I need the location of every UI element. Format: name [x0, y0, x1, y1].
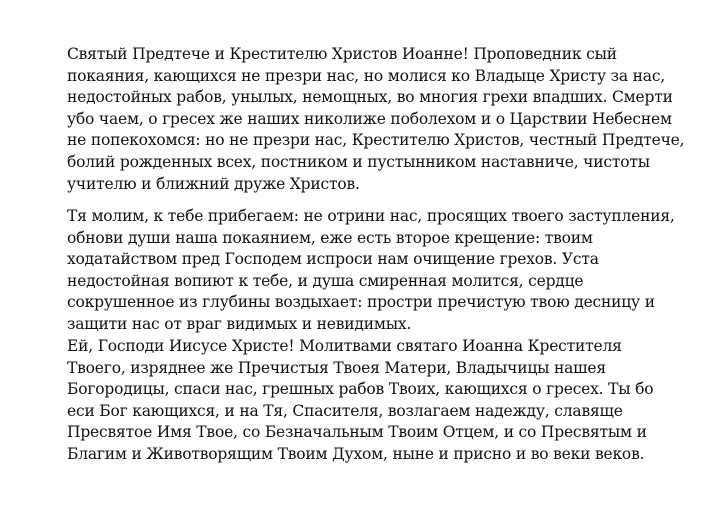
text-line: убо чаем, о гресех же наших николиже поболехом и о Царствии Небеснем	[67, 109, 672, 128]
text-line: не попекохомся: но не презри нас, Крестителю Христов, честный Предтече,	[67, 131, 685, 150]
text-line: обнови души наша покаянием, еже есть второе крещение: твоим	[67, 228, 593, 247]
text-line: Твоего, изряднее же Пречистыя Твоея Матери, Владычицы нашея	[67, 358, 606, 377]
text-line: защити нас от враг видимых и невидимых.	[67, 314, 412, 333]
paragraph-2	[67, 206, 687, 336]
text-line: болий рожденных всех, постником и пустынником наставниче, чистоты	[67, 152, 650, 171]
text-line: сокрушенное из глубины воздыхает: простри пречистую твою десницу и	[67, 293, 655, 312]
text-line: учителю и ближний друже Христов.	[67, 174, 360, 193]
text-line: Святый Предтече и Крестителю Христов Иоанне! Проповедник сый	[67, 45, 617, 63]
text-line: еси Бог кающихся, и на Тя, Спасителя, возлагаем надежду, славяще	[67, 401, 623, 420]
text-line: покаяния, кающихся не презри нас, но молися ко Владыце Христу за нас,	[67, 66, 666, 85]
paragraph-1	[67, 44, 687, 195]
text-line: Ей, Господи Иисусе Христе! Молитвами святаго Иоанна Крестителя	[67, 337, 622, 355]
paragraph-3	[67, 336, 687, 466]
text-line: Богородицы, спаси нас, грешных рабов Твоих, кающихся о гресех. Ты бо	[67, 380, 654, 399]
text-line: недостойная вопиют к тебе, и душа смиренная молится, сердце	[67, 271, 584, 290]
text-line: Пресвятое Имя Твое, со Безначальным Твоим Отцем, и со Пресвятым и	[67, 423, 647, 442]
text-line: Тя молим, к тебе прибегаем: не отрини нас, просящих твоего заступления,	[67, 207, 675, 225]
text-line: Благим и Животворящим Твоим Духом, ныне и присно и во веки веков.	[67, 444, 645, 463]
text-line: недостойных рабов, унылых, немощных, во многия грехи впадших. Смерти	[67, 88, 673, 107]
text-line: ходатайством пред Господем испроси нам очищение грехов. Уста	[67, 250, 599, 269]
